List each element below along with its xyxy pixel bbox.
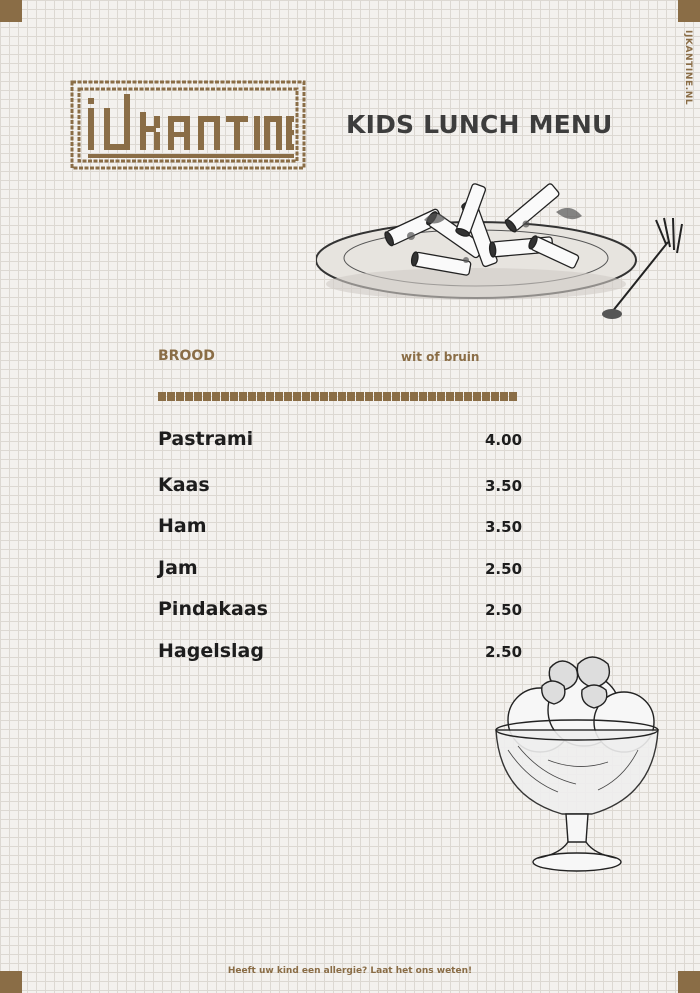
menu-item [158,428,528,454]
section-heading: BROOD [158,348,215,364]
menu-item [158,474,528,500]
item-price: 3.50 [485,518,523,536]
item-name: Ham [158,515,207,537]
menu-item [158,557,528,583]
item-price: 2.50 [485,601,523,619]
menu-item [158,598,528,624]
site-url: IJKANTINE.NL [683,30,693,106]
section-note: wit of bruin [401,350,480,364]
ice-cream-sundae-illustration [488,650,666,876]
item-price: 2.50 [485,560,523,578]
item-price: 3.50 [485,477,523,495]
item-name: Hagelslag [158,640,264,662]
menu-item [158,515,528,541]
corner-decoration [0,0,22,22]
allergy-note: Heeft uw kind een allergie? Laat het ons weten! [227,966,473,976]
item-name: Pastrami [158,428,254,450]
menu-title: KIDS LUNCH MENU [346,110,613,139]
pasta-plate-illustration [316,172,694,332]
corner-decoration [678,0,700,22]
section-divider [158,392,518,401]
item-name: Kaas [158,474,210,496]
menu-item [158,640,528,666]
item-price: 4.00 [485,431,523,449]
item-name: Pindakaas [158,598,268,620]
item-name: Jam [158,557,198,579]
ijkantine-logo [70,80,306,170]
item-price: 2.50 [485,643,523,661]
